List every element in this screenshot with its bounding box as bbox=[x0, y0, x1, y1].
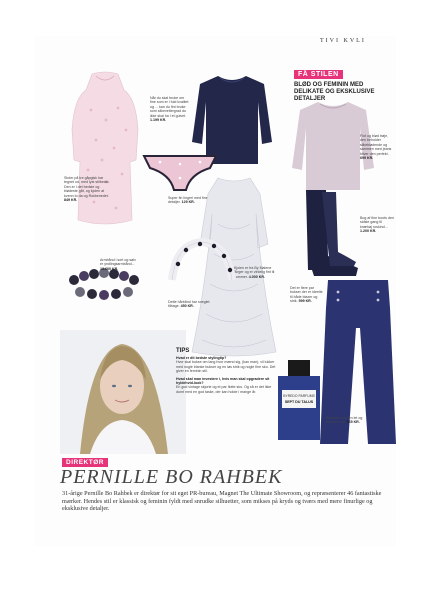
pink-dress-caption-text: Stoler på tre gåpgisk har tegnet ud, med lyst stilbedst. Den er i det bedste og blødeste gåt, og kjolen at kvenn to da og Rokkenedet. bbox=[64, 176, 110, 198]
underwear-price: 129 KR. bbox=[181, 200, 195, 205]
perfume-brand: BYREDO PARFUMS bbox=[283, 394, 315, 398]
perfume-price: 365 KR. bbox=[346, 420, 360, 425]
magazine-header: TIVI KVLI bbox=[320, 38, 366, 44]
tips-title: TIPS bbox=[176, 348, 190, 354]
pink-nightdress-image bbox=[66, 70, 144, 230]
feature-intro: 31-årige Pernille Bo Rahbek er direktør for sit eget PR-bureau, Magnet The Ultimate Showroom, og repræsenterer 46 fantastiske mærker. Hendes stil er klassisk og feminin fyldt med snrudke silhuetter, som mikses på kryds og tværs med mere finurlige og eksklusive detaljer. bbox=[62, 490, 382, 513]
lilac-sweater-price: 699 KR. bbox=[360, 156, 374, 161]
tips-answer-2: En god vintage skjorte og et par flotte sko. Og så er det ikke dumt med en god taske, der kan holde i mange år. bbox=[176, 385, 272, 394]
perfume-name: SEPT DU TALUS bbox=[284, 400, 314, 404]
portrait-photo bbox=[60, 330, 186, 454]
tips-answer-1: Hvor skal bukse om lang hvor mænd sig, (kan man), vil lukker med nogle blanke bukser og en løs strik og nogle fine sko. Det giver en feminin stil. bbox=[176, 360, 276, 374]
pink-dress-price: 849 KR. bbox=[64, 198, 78, 203]
tips-box bbox=[176, 348, 276, 397]
underwear-caption-text: Super fin lingeri med fine detaljer. bbox=[168, 196, 208, 205]
perfume-caption bbox=[326, 416, 366, 425]
boots-caption bbox=[360, 216, 394, 234]
bracelet-price: 13.600 KR. bbox=[100, 266, 119, 271]
lace-dress-price: 4.000 KR. bbox=[248, 274, 265, 279]
navy-sweater-price: 1.199 KR. bbox=[150, 118, 167, 123]
bracelet-caption bbox=[100, 258, 140, 271]
perfume-caption-text: Parfume med en let og feminin duft. bbox=[326, 416, 363, 425]
boots-caption-text: Bog af fine boots den sidste gang til knæhøj ruskind... bbox=[360, 216, 394, 229]
perfume-bottle-image bbox=[272, 358, 326, 442]
boots-price: 1.200 KR. bbox=[360, 229, 377, 234]
navy-sweater-caption bbox=[150, 96, 190, 122]
headband-price: 450 KR. bbox=[180, 304, 194, 309]
section-title: BLØD OG FEMININ MED DELIKATE OG EKSKLUSIVE DETALJER bbox=[294, 82, 375, 102]
headband-caption-text: Dette hårbånd har sneglet tilbage. bbox=[168, 300, 210, 309]
lilac-sweater-caption bbox=[360, 134, 394, 160]
tips-question-2: Hvad skal man investere i, hvis man skal opgradere sit hyldehvid-look? bbox=[176, 376, 270, 386]
headband-caption bbox=[168, 300, 210, 309]
jeans-caption bbox=[290, 286, 324, 304]
feature-name: PERNILLE BO RAHBEK bbox=[60, 466, 283, 488]
jeans-caption-text: Det er flere par bukser der er ideelle til både blazer og strik. bbox=[290, 286, 323, 304]
lace-dress-caption bbox=[234, 266, 276, 279]
lace-dress-caption-text: Kjolen er fra By Malene Birger og er virkelig fint til sommer. bbox=[234, 266, 275, 279]
navy-sweater-caption-text: Når du skal bruke om fine som er i fuld kvalitet og ... kan du fint bruke som silkeveltergrad du ikke skal ha i et gulvet. bbox=[150, 96, 189, 118]
section-badge: FÅ STILEN bbox=[294, 70, 343, 79]
jeans-price: 599 KR. bbox=[298, 299, 312, 304]
feature-badge: DIREKTØR bbox=[62, 458, 108, 467]
pink-dress-caption bbox=[64, 176, 114, 202]
polka-dot-headband-image bbox=[166, 238, 238, 284]
navy-boots-image bbox=[300, 186, 362, 282]
bracelet-caption-text: Armbånd i sort og sølv er yndlingsarmbånd... bbox=[100, 258, 136, 267]
lilac-sweater-caption-text: Flot og blød trøje, den beholder silkeblødende og sammen med jeans bliver den perfekt. bbox=[360, 134, 392, 156]
tips-question-1: Hvad er dit bedste stylingtip? bbox=[176, 356, 227, 360]
